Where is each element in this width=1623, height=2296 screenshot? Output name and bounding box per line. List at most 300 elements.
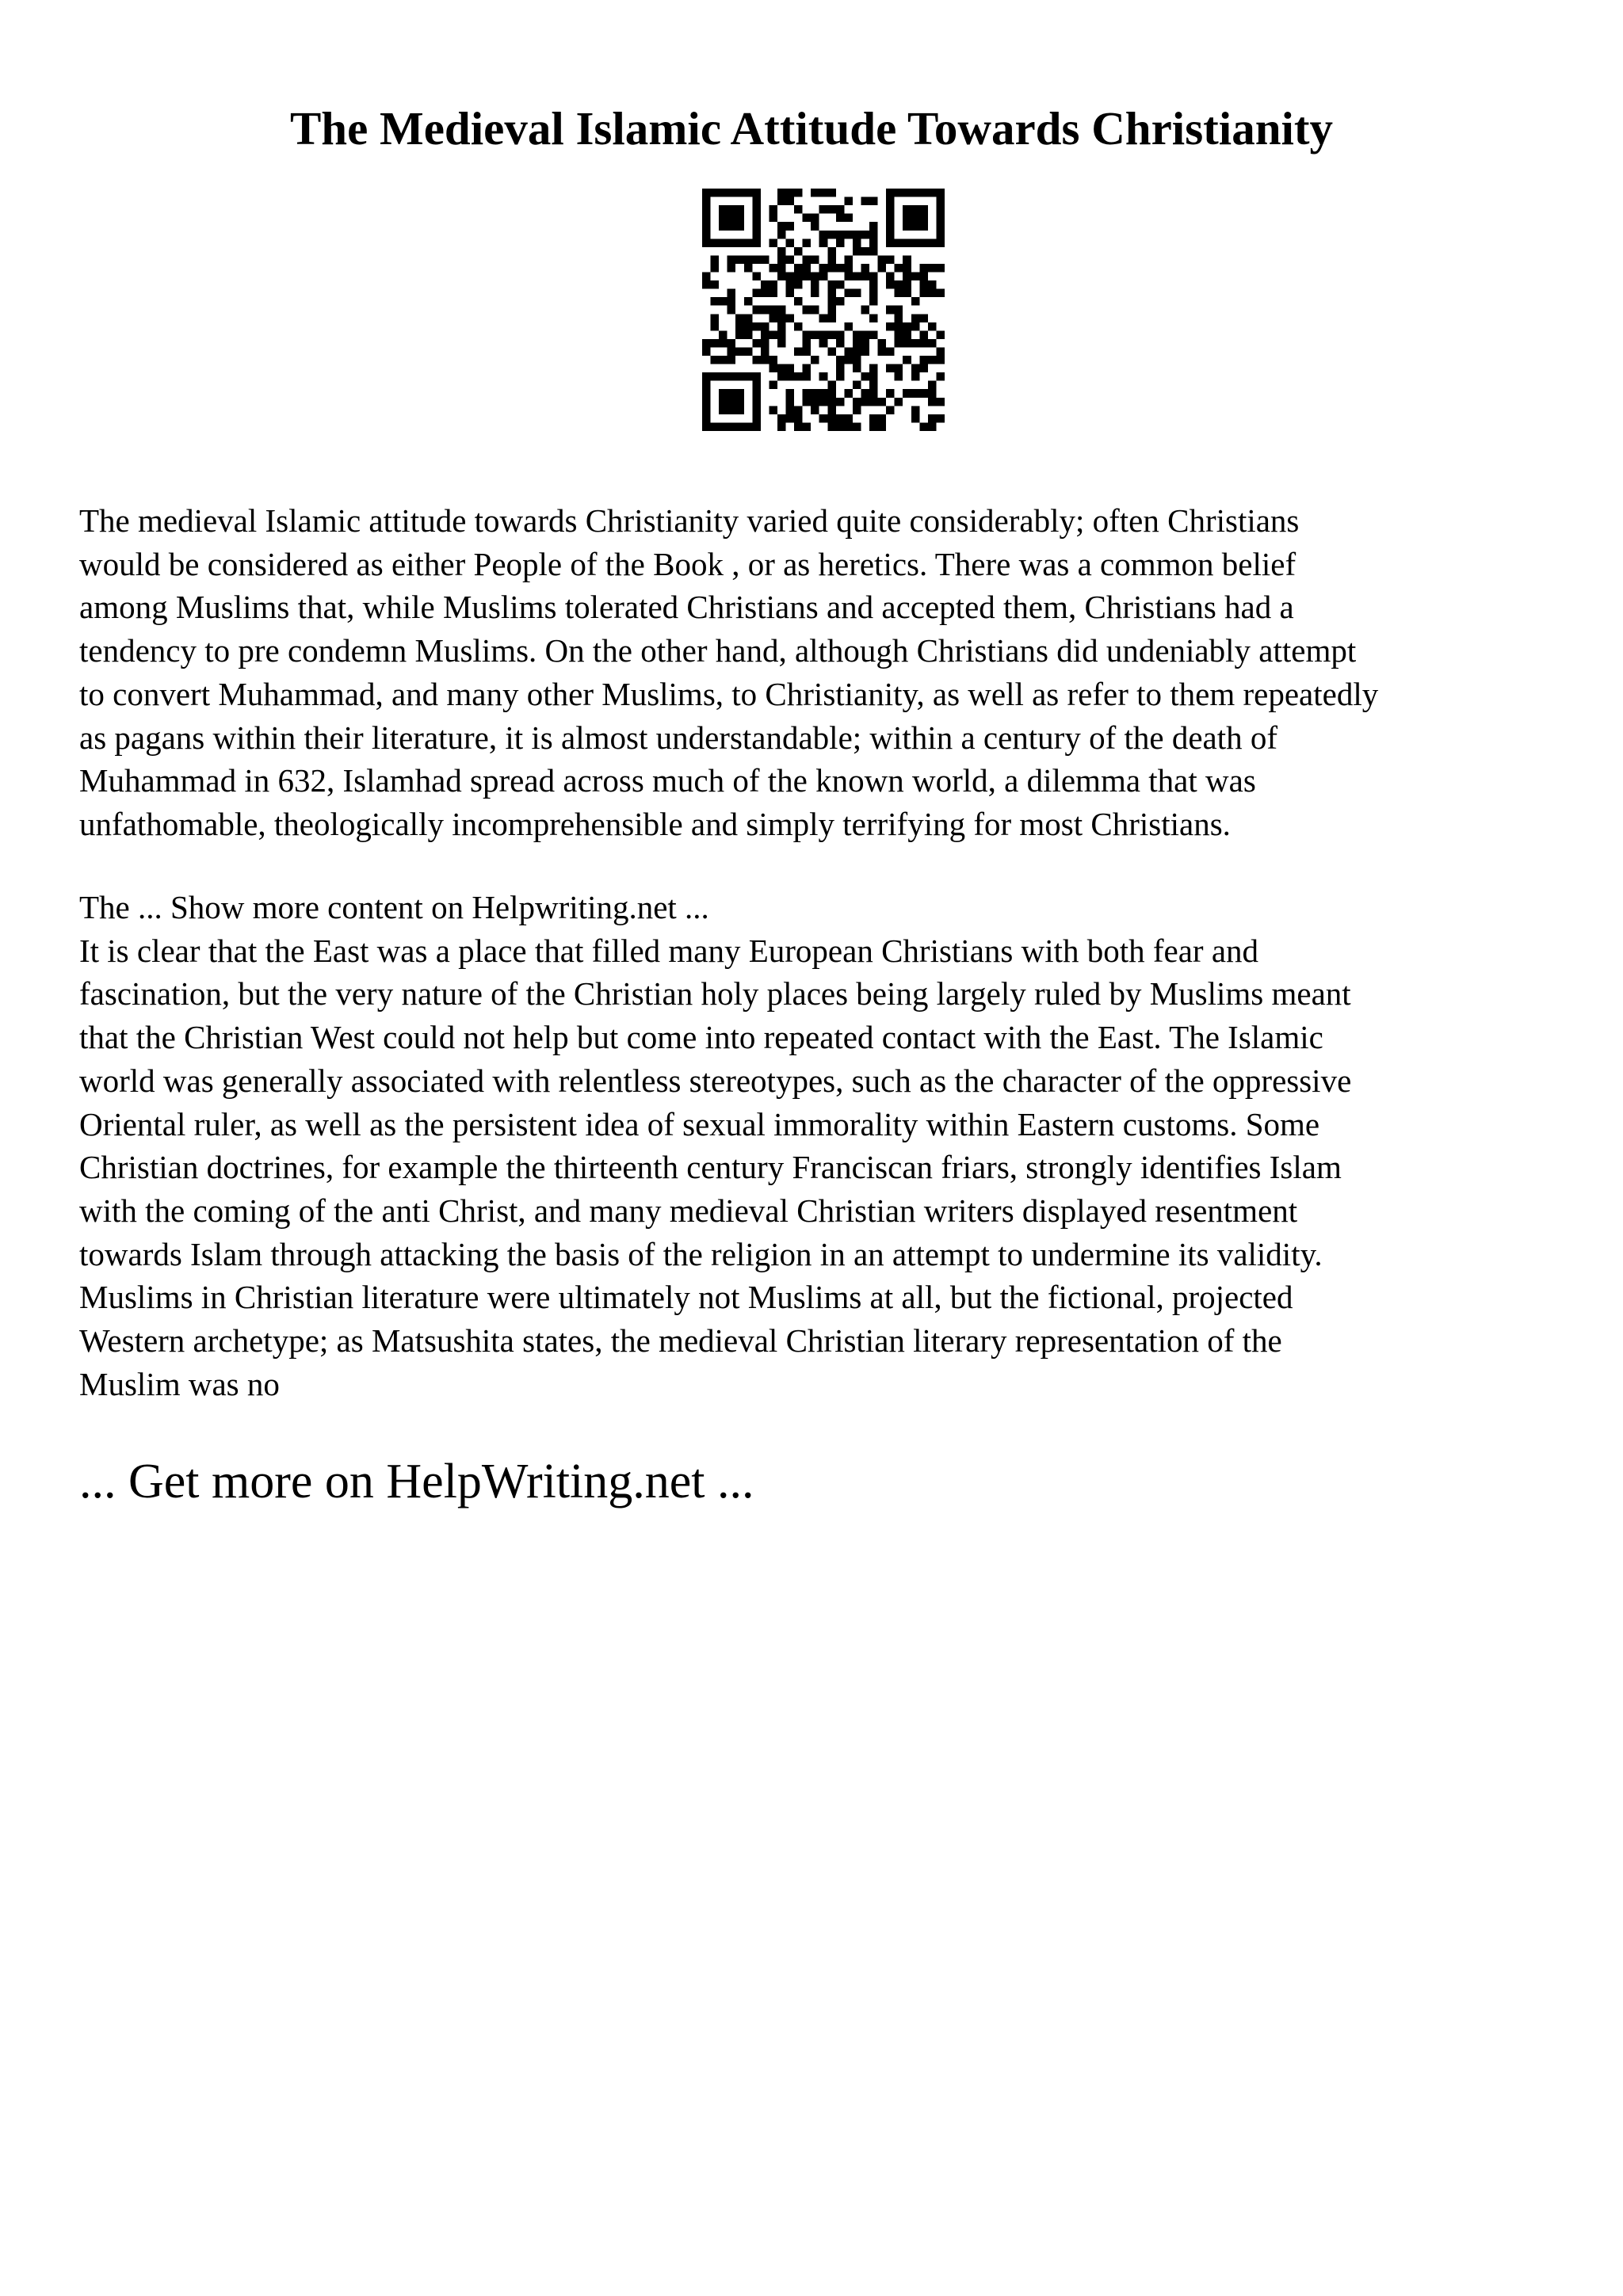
qr-module	[752, 339, 761, 348]
qr-module	[794, 406, 803, 414]
qr-module	[861, 231, 869, 239]
qr-module	[844, 289, 853, 298]
qr-module	[911, 364, 920, 373]
text-line: fascination, but the very nature of the Christian holy places being largely ruled by Muslims meant	[79, 975, 1351, 1013]
qr-module	[811, 389, 819, 398]
text-line: Muhammad in 632, Islamhad spread across much of the known world, a dilemma that was	[79, 762, 1256, 799]
qr-module	[744, 322, 753, 331]
qr-module	[911, 414, 920, 423]
qr-module	[761, 322, 769, 331]
text-line: tendency to pre condemn Muslims. On the other hand, although Christians did undeniably attempt	[79, 632, 1357, 669]
qr-module	[928, 356, 937, 364]
qr-module	[794, 273, 803, 281]
qr-module	[928, 414, 937, 423]
qr-module	[853, 289, 861, 298]
qr-module	[844, 347, 853, 356]
qr-module	[811, 406, 819, 414]
qr-module	[811, 330, 819, 339]
qr-module	[878, 414, 887, 423]
qr-module	[878, 255, 887, 264]
qr-module	[836, 414, 845, 423]
qr-module	[844, 414, 853, 423]
paragraph-1	[79, 499, 1569, 846]
qr-module	[886, 406, 895, 414]
qr-module	[827, 398, 836, 406]
qr-module	[878, 339, 887, 348]
qr-module	[861, 372, 869, 381]
qr-module	[903, 280, 911, 289]
qr-module	[777, 222, 786, 231]
text-line: Christian doctrines, for example the thirteenth century Franciscan friars, strongly identifies Islam	[79, 1149, 1342, 1186]
qr-module	[777, 372, 786, 381]
qr-module	[761, 347, 769, 356]
qr-module	[919, 314, 928, 322]
qr-module	[853, 347, 861, 356]
qr-module	[903, 255, 911, 264]
qr-module	[928, 381, 937, 390]
qr-module	[819, 264, 828, 273]
qr-module	[827, 289, 836, 298]
qr-module	[811, 356, 819, 364]
qr-module	[711, 339, 720, 348]
qr-module	[786, 289, 795, 298]
qr-module	[861, 339, 869, 348]
qr-module	[803, 255, 812, 264]
qr-module	[836, 339, 845, 348]
qr-module	[886, 280, 895, 289]
qr-module	[853, 330, 861, 339]
qr-module	[735, 322, 744, 331]
qr-module	[727, 339, 736, 348]
qr-module	[819, 189, 828, 197]
qr-module	[786, 197, 795, 206]
text-line: The ... Show more content on Helpwriting.net ...	[79, 889, 709, 925]
qr-module	[919, 273, 928, 281]
text-line: Muslims in Christian literature were ultimately not Muslims at all, but the fictional, projected	[79, 1279, 1293, 1316]
qr-module	[911, 297, 920, 306]
qr-module	[769, 364, 777, 373]
qr-module	[811, 214, 819, 223]
qr-module	[853, 238, 861, 247]
qr-module	[861, 347, 869, 356]
qr-module	[819, 205, 828, 214]
qr-module	[761, 356, 769, 364]
qr-module	[735, 255, 744, 264]
qr-module	[936, 289, 945, 298]
qr-module	[811, 398, 819, 406]
qr-module	[819, 330, 828, 339]
qr-module	[811, 189, 819, 197]
qr-module	[769, 406, 777, 414]
text-line: Muslim was no	[79, 1365, 280, 1402]
qr-module	[853, 364, 861, 373]
qr-module	[861, 398, 869, 406]
qr-module	[735, 330, 744, 339]
qr-module	[869, 364, 878, 373]
qr-module	[803, 264, 812, 273]
qr-module	[903, 264, 911, 273]
qr-module	[886, 347, 895, 356]
qr-module	[803, 238, 812, 247]
qr-module	[869, 289, 878, 298]
qr-module	[769, 238, 777, 247]
qr-module	[836, 280, 845, 289]
qr-module	[853, 247, 861, 256]
qr-module	[752, 273, 761, 281]
qr-module	[836, 205, 845, 214]
qr-module	[777, 330, 786, 339]
qr-module	[761, 330, 769, 339]
qr-module	[827, 255, 836, 264]
qr-module	[769, 289, 777, 298]
qr-module	[811, 280, 819, 289]
qr-module	[786, 255, 795, 264]
qr-module	[844, 197, 853, 206]
qr-module	[727, 297, 736, 306]
qr-module	[769, 314, 777, 322]
qr-module	[827, 330, 836, 339]
qr-module	[719, 330, 727, 339]
qr-module	[827, 381, 836, 390]
qr-module	[919, 289, 928, 298]
qr-module	[869, 398, 878, 406]
qr-module	[819, 231, 828, 239]
qr-module	[836, 372, 845, 381]
qr-module	[919, 330, 928, 339]
qr-module	[853, 231, 861, 239]
qr-module	[869, 422, 878, 431]
qr-module	[777, 364, 786, 373]
qr-module	[911, 273, 920, 281]
qr-module	[777, 247, 786, 256]
qr-module	[919, 264, 928, 273]
qr-module	[886, 306, 895, 315]
qr-module	[702, 280, 711, 289]
qr-module	[777, 264, 786, 273]
qr-module	[769, 356, 777, 364]
text-line: as pagans within their literature, it is almost understandable; within a century of the death of	[79, 719, 1278, 756]
qr-module	[744, 255, 753, 264]
qr-module	[794, 264, 803, 273]
qr-module	[936, 414, 945, 423]
qr-module	[786, 238, 795, 247]
qr-module	[811, 273, 819, 281]
qr-module	[836, 356, 845, 364]
qr-module	[702, 273, 711, 281]
qr-module	[844, 389, 853, 398]
qr-module	[803, 330, 812, 339]
qr-module	[811, 289, 819, 298]
qr-module	[786, 222, 795, 231]
qr-module	[819, 339, 828, 348]
qr-module	[928, 322, 937, 331]
qr-module	[911, 406, 920, 414]
qr-module	[786, 273, 795, 281]
qr-module	[827, 314, 836, 322]
qr-module	[827, 297, 836, 306]
qr-module	[794, 189, 803, 197]
qr-module	[861, 264, 869, 273]
qr-module	[928, 422, 937, 431]
qr-module	[919, 389, 928, 398]
qr-module	[777, 322, 786, 331]
qr-module	[761, 306, 769, 315]
qr-module	[919, 339, 928, 348]
qr-module	[727, 289, 736, 298]
get-more-link[interactable]: ... Get more on HelpWriting.net ...	[79, 1455, 754, 1508]
qr-module	[869, 414, 878, 423]
qr-module	[711, 255, 720, 264]
qr-module	[903, 273, 911, 281]
qr-module	[911, 339, 920, 348]
qr-module	[844, 214, 853, 223]
qr-module	[786, 314, 795, 322]
text-line: It is clear that the East was a place that filled many European Christians with both fear and	[79, 932, 1259, 969]
qr-module	[869, 372, 878, 381]
qr-module	[777, 339, 786, 348]
qr-module	[803, 372, 812, 381]
qr-module	[727, 255, 736, 264]
qr-module	[727, 264, 736, 273]
qr-module	[727, 347, 736, 356]
qr-module	[702, 339, 711, 348]
qr-module	[936, 347, 945, 356]
qr-module	[769, 264, 777, 273]
qr-module	[853, 273, 861, 281]
qr-module	[794, 280, 803, 289]
text-line: Western archetype; as Matsushita states, the medieval Christian literary representation of the	[79, 1322, 1282, 1360]
qr-module	[827, 347, 836, 356]
qr-module	[794, 414, 803, 423]
qr-module	[819, 389, 828, 398]
qr-module	[844, 255, 853, 264]
qr-module	[869, 238, 878, 247]
qr-module	[827, 414, 836, 423]
qr-module	[903, 322, 911, 331]
qr-module	[827, 406, 836, 414]
qr-module	[853, 356, 861, 364]
qr-module	[844, 273, 853, 281]
qr-module	[836, 330, 845, 339]
qr-module	[869, 314, 878, 322]
qr-module	[803, 389, 812, 398]
qr-module	[786, 398, 795, 406]
qr-module	[869, 297, 878, 306]
qr-module	[836, 398, 845, 406]
qr-module	[827, 247, 836, 256]
qr-module	[836, 231, 845, 239]
qr-module	[861, 247, 869, 256]
qr-module	[819, 414, 828, 423]
paragraph-2	[79, 886, 1569, 1405]
qr-module	[895, 364, 903, 373]
qr-module	[803, 306, 812, 315]
qr-module	[836, 214, 845, 223]
qr-module	[711, 356, 720, 364]
qr-module	[911, 322, 920, 331]
qr-module	[777, 255, 786, 264]
qr-module	[827, 264, 836, 273]
qr-module	[761, 289, 769, 298]
qr-module	[761, 255, 769, 264]
text-line: among Muslims that, while Muslims tolerated Christians and accepted them, Christians had a	[79, 589, 1294, 626]
qr-module	[744, 314, 753, 322]
qr-module	[794, 347, 803, 356]
qr-module	[777, 231, 786, 239]
qr-module	[919, 364, 928, 373]
qr-module	[777, 422, 786, 431]
qr-module	[811, 222, 819, 231]
qr-module	[928, 280, 937, 289]
qr-module	[895, 306, 903, 315]
qr-module	[861, 197, 869, 206]
qr-module	[786, 189, 795, 197]
qr-code-graphic	[702, 189, 945, 431]
qr-module	[702, 347, 711, 356]
qr-module	[819, 273, 828, 281]
qr-code-icon[interactable]	[702, 189, 945, 431]
qr-module	[853, 406, 861, 414]
qr-module	[819, 372, 828, 381]
qr-module	[836, 422, 845, 431]
qr-module	[836, 238, 845, 247]
qr-module	[836, 264, 845, 273]
qr-module	[711, 314, 720, 322]
qr-module	[803, 273, 812, 281]
qr-module	[735, 347, 744, 356]
qr-module	[844, 356, 853, 364]
qr-module	[827, 231, 836, 239]
qr-module	[853, 422, 861, 431]
qr-module	[836, 364, 845, 373]
qr-module	[869, 381, 878, 390]
qr-module	[886, 389, 895, 398]
qr-module	[777, 314, 786, 322]
qr-module	[794, 247, 803, 256]
qr-module	[735, 314, 744, 322]
qr-module	[869, 330, 878, 339]
qr-module	[777, 306, 786, 315]
qr-module	[794, 322, 803, 331]
qr-module	[803, 347, 812, 356]
qr-module	[928, 389, 937, 398]
qr-module	[919, 422, 928, 431]
qr-module	[803, 339, 812, 348]
qr-module	[819, 238, 828, 247]
qr-module	[752, 255, 761, 264]
qr-module	[861, 389, 869, 398]
qr-module	[895, 398, 903, 406]
qr-module	[936, 330, 945, 339]
qr-module	[861, 330, 869, 339]
qr-module	[903, 330, 911, 339]
qr-module	[711, 297, 720, 306]
qr-module	[878, 422, 887, 431]
text-line: to convert Muhammad, and many other Muslims, to Christianity, as well as refer to them repeatedly	[79, 675, 1379, 712]
qr-module	[711, 322, 720, 331]
qr-module	[895, 330, 903, 339]
text-line: unfathomable, theologically incomprehensible and simply terrifying for most Christians.	[79, 805, 1231, 842]
qr-module	[744, 347, 753, 356]
qr-module	[886, 273, 895, 281]
qr-module	[827, 389, 836, 398]
qr-module	[794, 205, 803, 214]
qr-module	[895, 322, 903, 331]
qr-module	[911, 314, 920, 322]
qr-module	[744, 330, 753, 339]
qr-module	[903, 339, 911, 348]
qr-module	[844, 422, 853, 431]
qr-module	[928, 289, 937, 298]
qr-module	[719, 297, 727, 306]
qr-module	[878, 398, 887, 406]
qr-module	[861, 306, 869, 315]
qr-module	[761, 280, 769, 289]
qr-module	[878, 264, 887, 273]
qr-module	[827, 205, 836, 214]
qr-module	[811, 306, 819, 315]
qr-module	[853, 398, 861, 406]
qr-module	[744, 264, 753, 273]
qr-module	[752, 306, 761, 315]
qr-module	[769, 381, 777, 390]
qr-module	[919, 356, 928, 364]
qr-module	[895, 280, 903, 289]
qr-module	[786, 280, 795, 289]
qr-module	[911, 389, 920, 398]
qr-module	[886, 255, 895, 264]
qr-module	[936, 398, 945, 406]
qr-module	[803, 214, 812, 223]
qr-module	[895, 289, 903, 298]
qr-module	[903, 289, 911, 298]
qr-module	[777, 273, 786, 281]
text-line: towards Islam through attacking the basis of the religion in an attempt to undermine its validity.	[79, 1235, 1323, 1272]
qr-module	[811, 255, 819, 264]
qr-module	[936, 372, 945, 381]
qr-module	[786, 372, 795, 381]
qr-module	[786, 414, 795, 423]
qr-module	[861, 273, 869, 281]
qr-module	[819, 398, 828, 406]
qr-module	[928, 398, 937, 406]
qr-module	[844, 264, 853, 273]
qr-module	[777, 414, 786, 423]
qr-module	[936, 264, 945, 273]
qr-module	[819, 314, 828, 322]
qr-module	[869, 222, 878, 231]
qr-module	[928, 339, 937, 348]
qr-module	[919, 280, 928, 289]
qr-module	[769, 280, 777, 289]
qr-module	[769, 205, 777, 214]
qr-module	[878, 347, 887, 356]
qr-module	[936, 356, 945, 364]
qr-module	[803, 422, 812, 431]
qr-module	[911, 372, 920, 381]
qr-module	[886, 364, 895, 373]
qr-module	[886, 322, 895, 331]
qr-module	[803, 398, 812, 406]
qr-module	[895, 339, 903, 348]
qr-module	[903, 356, 911, 364]
qr-module	[895, 314, 903, 322]
qr-module	[769, 330, 777, 339]
qr-module	[752, 322, 761, 331]
qr-module	[928, 264, 937, 273]
text-line: world was generally associated with relentless stereotypes, such as the character of the oppressive	[79, 1062, 1352, 1099]
text-line: that the Christian West could not help but come into repeated contact with the East. The Islamic	[79, 1019, 1323, 1056]
